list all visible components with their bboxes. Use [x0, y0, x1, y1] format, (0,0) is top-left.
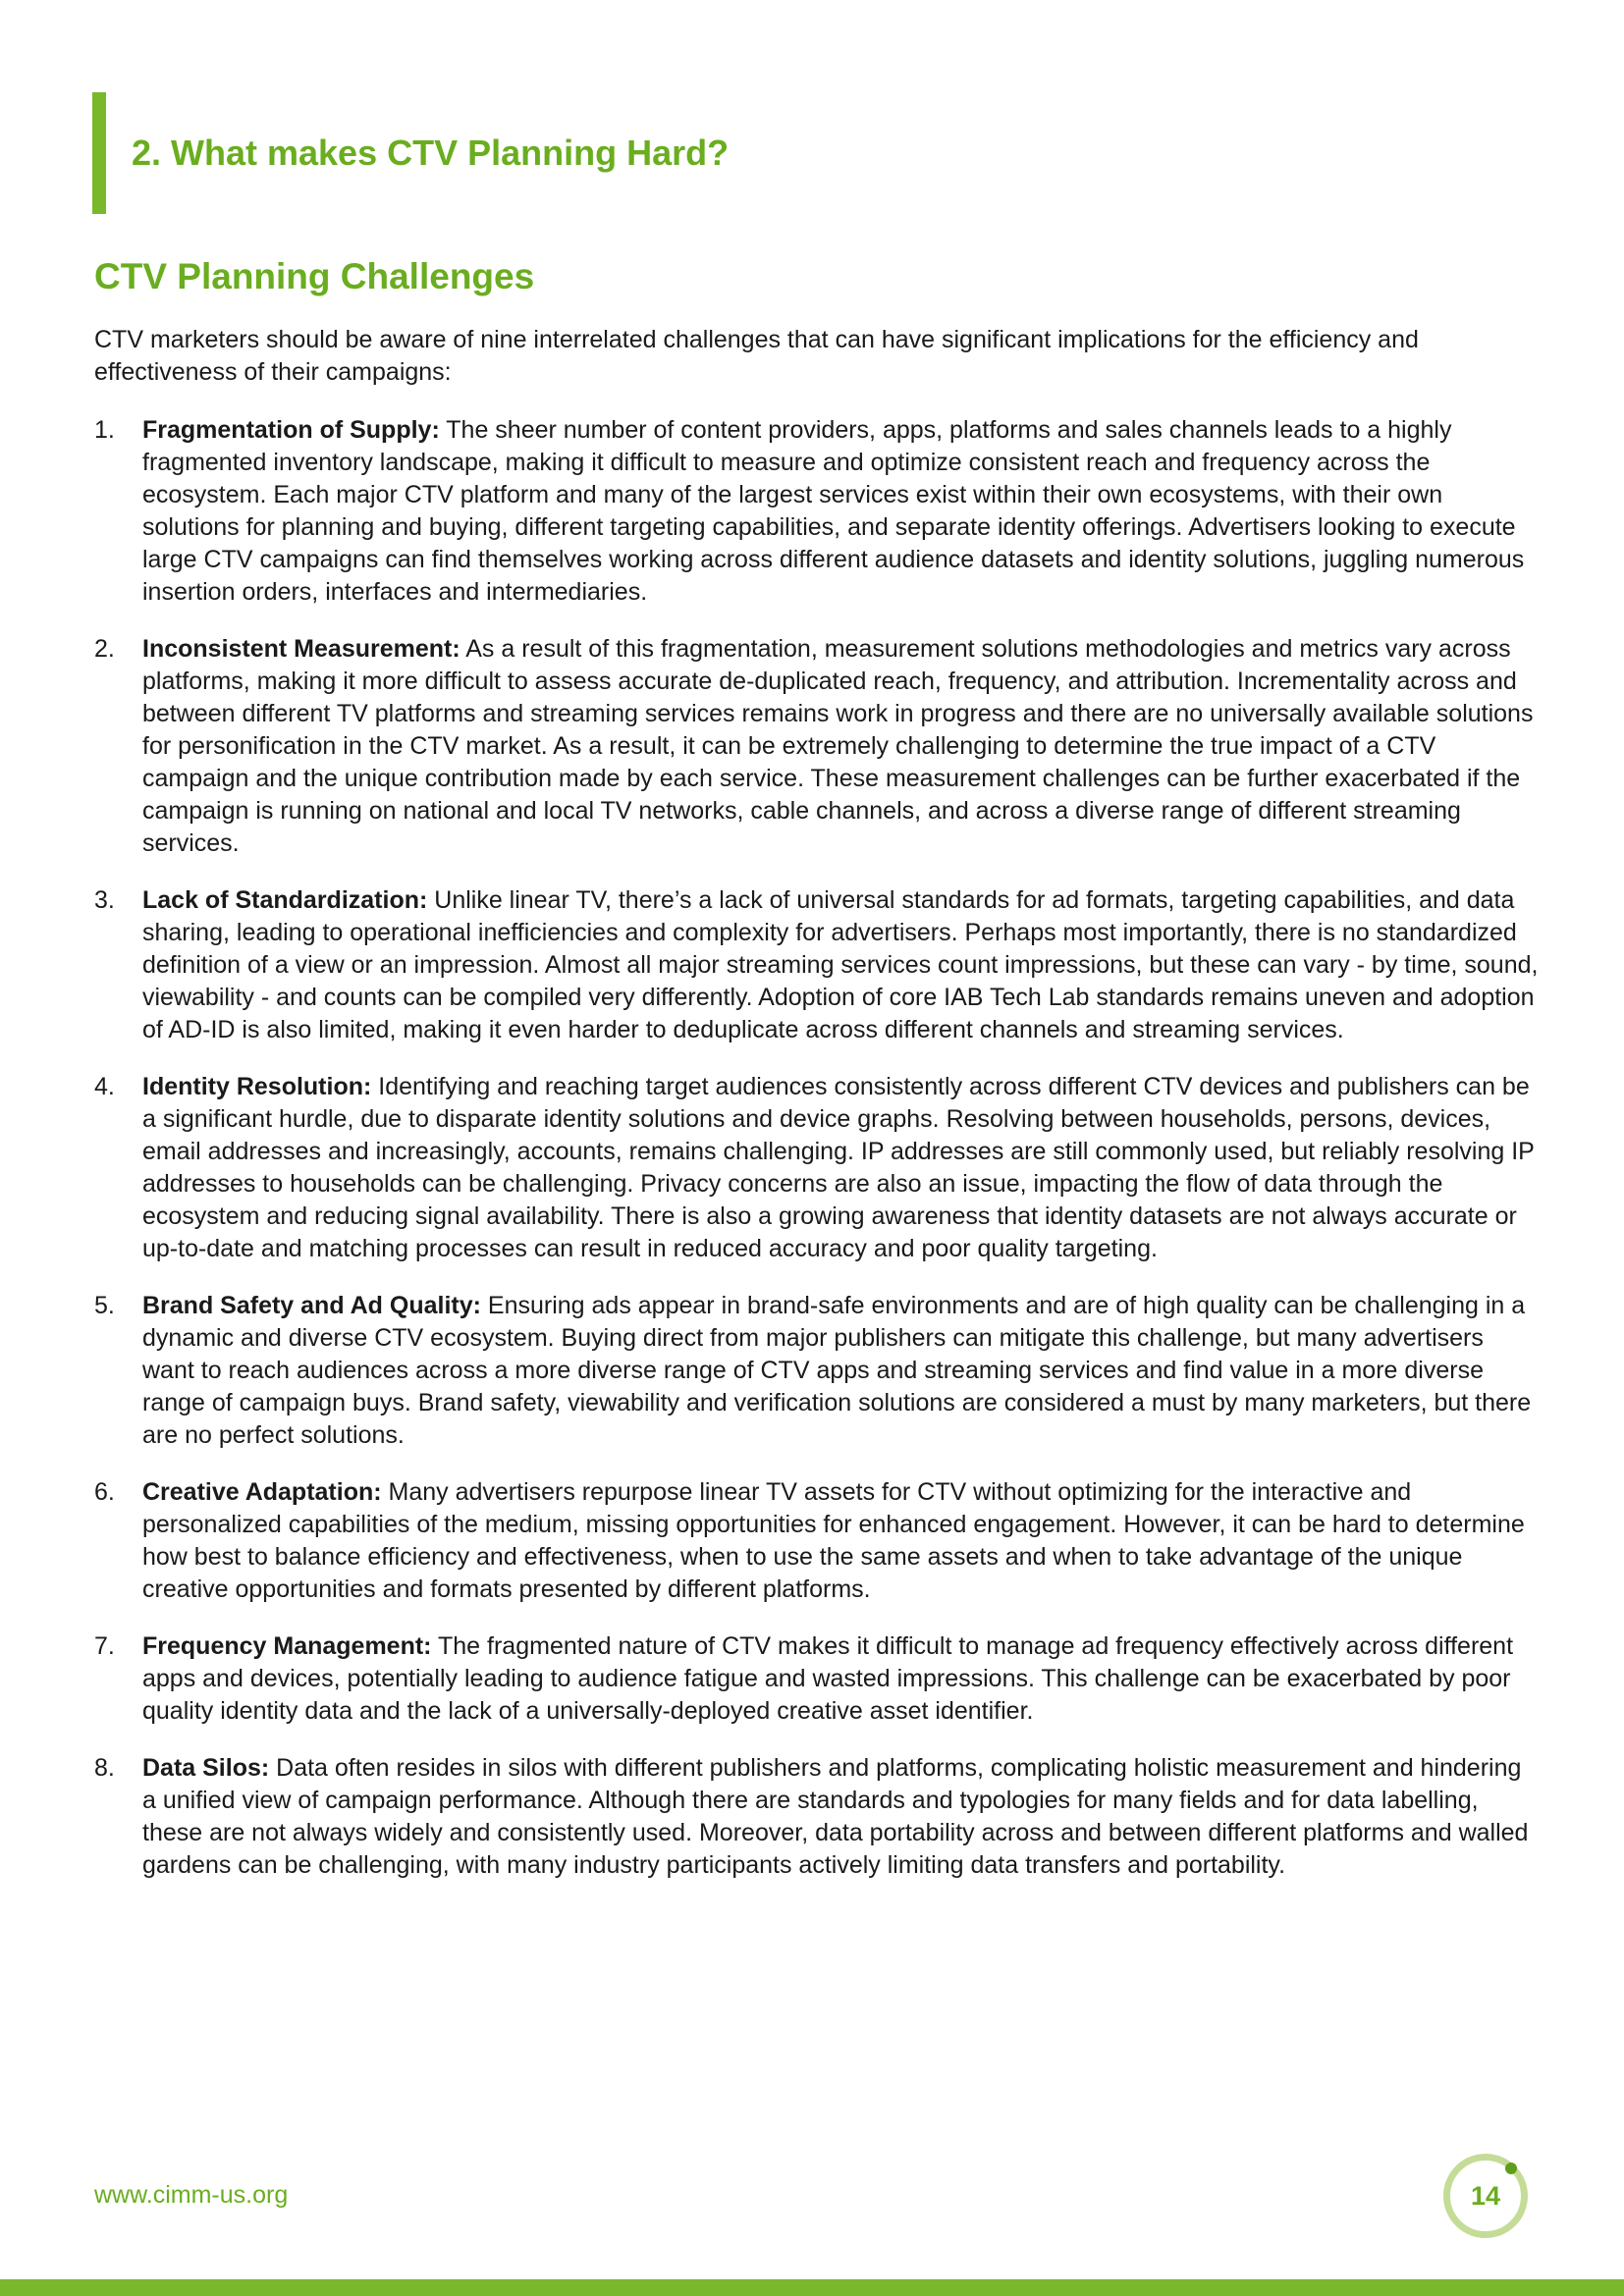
page-number-badge — [1443, 2154, 1528, 2238]
list-item-title: Frequency Management: — [142, 1632, 432, 1660]
list-item — [94, 1630, 1540, 1728]
list-item — [94, 414, 1540, 609]
list-item-body: The sheer number of content providers, apps, platforms and sales channels leads to a highly fragmented inventory landscape, making it difficult to measure and optimize consistent reach and frequency across the ecosystem. Each major CTV platform and many of the largest services exist within their own ecosystems, with their own solutions for planning and buying, different targeting capabilities, and separate identity offerings. Advertisers looking to execute large CTV campaigns can find themselves working across different audience datasets and identity solutions, juggling numerous insertion orders, interfaces and intermediaries. — [142, 416, 1525, 606]
list-item-body: The fragmented nature of CTV makes it difficult to manage ad frequency effectively across different apps and devices, potentially leading to audience fatigue and wasted impressions. This challenge can be exacerbated by poor quality identity data and the lack of a universally-deployed creative asset identifier. — [142, 1632, 1514, 1725]
subsection-title: CTV Planning Challenges — [94, 256, 535, 296]
footer-website-link[interactable]: www.cimm-us.org — [94, 2181, 289, 2209]
list-item-number: 8. — [94, 1754, 115, 1782]
list-item-title: Fragmentation of Supply: — [142, 416, 440, 444]
list-item-number: 7. — [94, 1632, 115, 1660]
list-item-number: 1. — [94, 416, 115, 444]
list-item-title: Lack of Standardization: — [142, 886, 428, 914]
badge-dot-icon — [1505, 2163, 1517, 2174]
section-header — [92, 92, 1271, 214]
bottom-accent-band — [0, 2279, 1624, 2296]
list-item-number: 3. — [94, 886, 115, 914]
challenge-list — [94, 414, 1540, 1906]
list-item-body: Unlike linear TV, there’s a lack of universal standards for ad formats, targeting capabilities, and data sharing, leading to operational inefficiencies and complexity for advertisers. Perhaps most importantly, there is no standardized definition of a view or an impression. Almost all major streaming services count impressions, but these can vary - by time, sound, viewability - and counts can be compiled very differently. Adoption of core IAB Tech Lab standards remains uneven and adoption of AD-ID is also limited, making it even harder to deduplicate across different channels and streaming services. — [142, 886, 1539, 1043]
list-item-title: Data Silos: — [142, 1754, 270, 1782]
list-item-number: 6. — [94, 1478, 115, 1506]
list-item — [94, 884, 1540, 1046]
section-title: 2. What makes CTV Planning Hard? — [132, 133, 730, 173]
list-item-title: Creative Adaptation: — [142, 1478, 382, 1506]
list-item — [94, 1290, 1540, 1452]
list-item-title: Inconsistent Measurement: — [142, 635, 460, 663]
list-item — [94, 1071, 1540, 1265]
page-number: 14 — [1470, 2180, 1501, 2211]
list-item-body: Ensuring ads appear in brand-safe environments and are of high quality can be challenging in a dynamic and diverse CTV ecosystem. Buying direct from major publishers can mitigate this challenge, but many advertisers want to reach audiences across a more diverse range of CTV apps and streaming services and find value in a more diverse range of campaign buys. Brand safety, viewability and verification solutions are considered a must by many marketers, but there are no perfect solutions. — [142, 1292, 1532, 1449]
list-item-title: Brand Safety and Ad Quality: — [142, 1292, 481, 1319]
list-item — [94, 633, 1540, 860]
intro-paragraph: CTV marketers should be aware of nine interrelated challenges that can have significant implications for the efficiency and effectiveness of their campaigns: — [94, 326, 1419, 386]
list-item-title: Identity Resolution: — [142, 1073, 372, 1100]
list-item-body: As a result of this fragmentation, measurement solutions methodologies and metrics vary across platforms, making it more difficult to assess accurate de-duplicated reach, frequency, and attribution. Incrementality across and between different TV platforms and streaming services remains work in progress and there are no universally available solutions for personification in the CTV market. As a result, it can be extremely challenging to determine the true impact of a CTV campaign and the unique contribution made by each service. These measurement challenges can be further exacerbated if the campaign is running on national and local TV networks, cable channels, and across a diverse range of different streaming services. — [142, 635, 1534, 857]
list-item-body: Identifying and reaching target audiences consistently across different CTV devices and publishers can be a significant hurdle, due to disparate identity solutions and device graphs. Resolving between households, persons, devices, email addresses and increasingly, accounts, remains challenging. IP addresses are still commonly used, but reliably resolving IP addresses to households can be challenging. Privacy concerns are also an issue, impacting the flow of data through the ecosystem and reducing signal availability. There is also a growing awareness that identity datasets are not always accurate or up-to-date and matching processes can result in reduced accuracy and poor quality targeting. — [142, 1073, 1535, 1262]
section-accent-bar — [92, 92, 106, 214]
list-item — [94, 1752, 1540, 1882]
list-item-body: Data often resides in silos with different publishers and platforms, complicating holistic measurement and hindering a unified view of campaign performance. Although there are standards and typologies for many fields and for data labelling, these are not always widely and consistently used. Moreover, data portability across and between different platforms and walled gardens can be challenging, with many industry participants actively limiting data transfers and portability. — [142, 1754, 1529, 1879]
list-item-number: 4. — [94, 1073, 115, 1100]
list-item-body: Many advertisers repurpose linear TV assets for CTV without optimizing for the interactive and personalized capabilities of the medium, missing opportunities for enhanced engagement. However, it can be hard to determine how best to balance efficiency and effectiveness, when to use the same assets and when to take advantage of the unique creative opportunities and formats presented by different platforms. — [142, 1478, 1525, 1603]
list-item-number: 5. — [94, 1292, 115, 1319]
list-item — [94, 1476, 1540, 1606]
list-item-number: 2. — [94, 635, 115, 663]
